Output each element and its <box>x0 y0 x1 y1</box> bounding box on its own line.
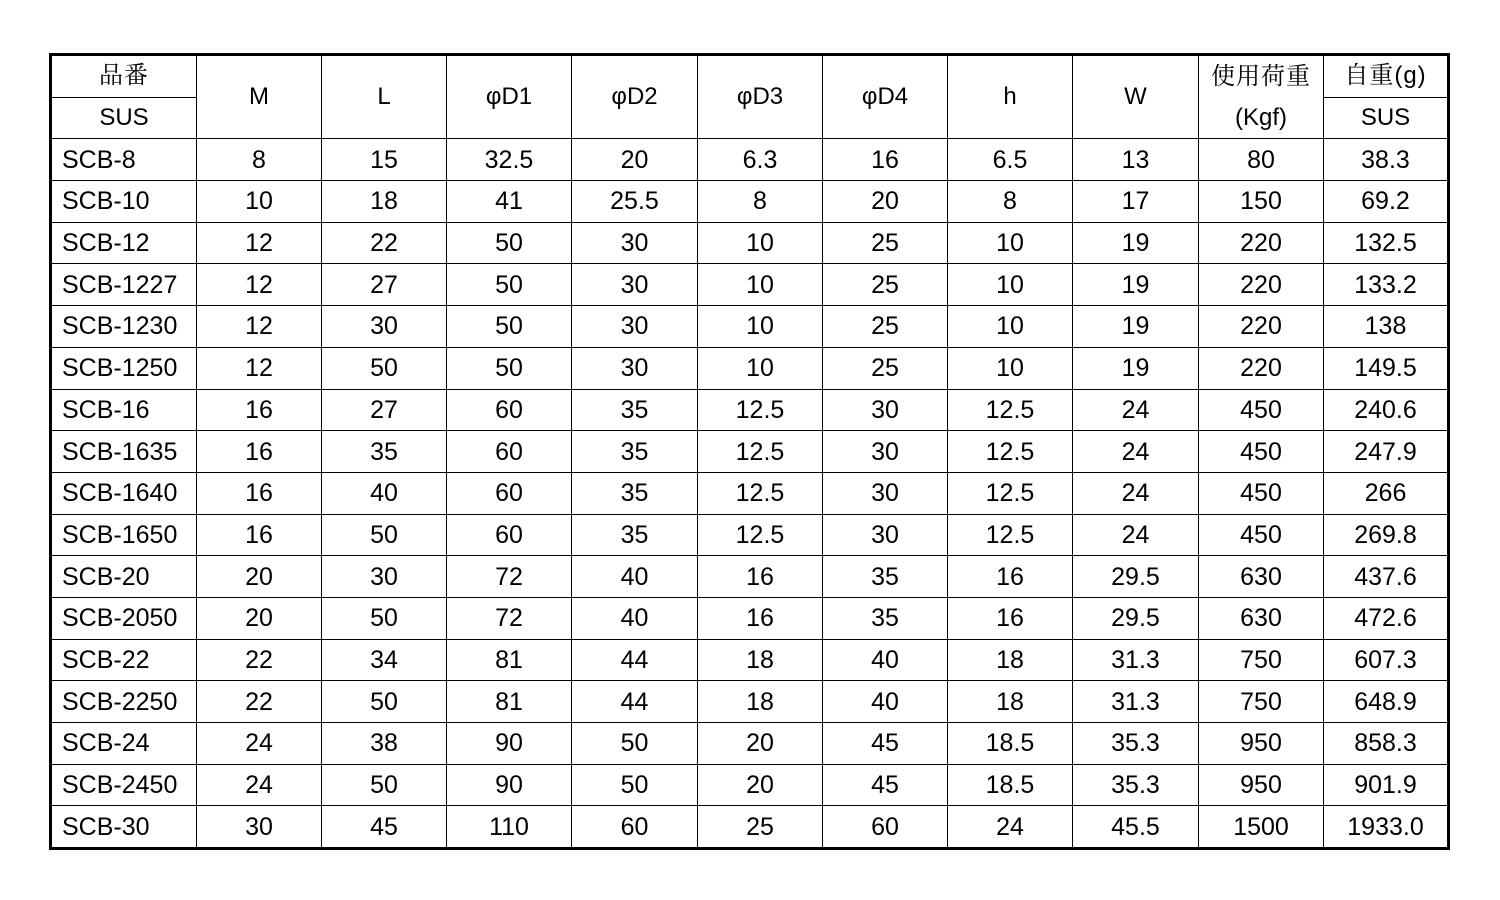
cell-m: 12 <box>197 264 322 306</box>
cell-self-weight: 648.9 <box>1324 681 1449 723</box>
cell-d3: 16 <box>698 556 823 598</box>
table-row <box>51 347 1449 389</box>
cell-l: 35 <box>322 431 447 473</box>
cell-working-load: 630 <box>1199 556 1324 598</box>
cell-d3: 10 <box>698 222 823 264</box>
cell-d4: 30 <box>823 514 948 556</box>
cell-d3: 20 <box>698 764 823 806</box>
cell-d1: 81 <box>447 639 572 681</box>
cell-l: 45 <box>322 806 447 849</box>
cell-w: 19 <box>1073 306 1199 348</box>
cell-d1: 90 <box>447 723 572 765</box>
cell-working-load: 150 <box>1199 181 1324 223</box>
cell-h: 18 <box>948 681 1073 723</box>
cell-d2: 40 <box>572 597 698 639</box>
cell-d1: 60 <box>447 514 572 556</box>
cell-m: 12 <box>197 347 322 389</box>
cell-d3: 8 <box>698 181 823 223</box>
cell-working-load: 450 <box>1199 472 1324 514</box>
cell-h: 6.5 <box>948 139 1073 181</box>
cell-d2: 30 <box>572 222 698 264</box>
cell-w: 24 <box>1073 472 1199 514</box>
cell-w: 31.3 <box>1073 681 1199 723</box>
cell-d2: 44 <box>572 681 698 723</box>
cell-product-code: SCB-24 <box>51 723 197 765</box>
cell-m: 16 <box>197 514 322 556</box>
cell-h: 16 <box>948 556 1073 598</box>
cell-self-weight: 69.2 <box>1324 181 1449 223</box>
cell-h: 18.5 <box>948 723 1073 765</box>
cell-d3: 10 <box>698 306 823 348</box>
cell-product-code: SCB-2050 <box>51 597 197 639</box>
cell-product-code: SCB-1227 <box>51 264 197 306</box>
table-row <box>51 806 1449 849</box>
cell-m: 20 <box>197 556 322 598</box>
cell-working-load: 750 <box>1199 639 1324 681</box>
cell-l: 50 <box>322 347 447 389</box>
cell-d4: 30 <box>823 431 948 473</box>
header-self-weight-material: SUS <box>1324 97 1449 139</box>
cell-d1: 50 <box>447 347 572 389</box>
cell-d3: 10 <box>698 347 823 389</box>
cell-product-code: SCB-1250 <box>51 347 197 389</box>
cell-self-weight: 138 <box>1324 306 1449 348</box>
table-row <box>51 764 1449 806</box>
cell-w: 24 <box>1073 514 1199 556</box>
cell-d3: 16 <box>698 597 823 639</box>
header-col-d2: φD2 <box>572 55 698 139</box>
cell-self-weight: 133.2 <box>1324 264 1449 306</box>
cell-m: 12 <box>197 306 322 348</box>
cell-w: 29.5 <box>1073 597 1199 639</box>
cell-l: 15 <box>322 139 447 181</box>
cell-d2: 40 <box>572 556 698 598</box>
header-col-d4: φD4 <box>823 55 948 139</box>
table-row <box>51 556 1449 598</box>
header-col-w: W <box>1073 55 1199 139</box>
cell-product-code: SCB-1635 <box>51 431 197 473</box>
cell-d2: 30 <box>572 264 698 306</box>
cell-l: 50 <box>322 514 447 556</box>
cell-working-load: 750 <box>1199 681 1324 723</box>
table-row <box>51 264 1449 306</box>
spec-table <box>49 53 1450 850</box>
cell-d3: 12.5 <box>698 514 823 556</box>
cell-w: 31.3 <box>1073 639 1199 681</box>
cell-working-load: 450 <box>1199 514 1324 556</box>
table-header <box>51 55 1449 139</box>
cell-d4: 40 <box>823 639 948 681</box>
cell-working-load: 220 <box>1199 264 1324 306</box>
table-row <box>51 389 1449 431</box>
cell-w: 13 <box>1073 139 1199 181</box>
cell-d1: 90 <box>447 764 572 806</box>
cell-product-code: SCB-22 <box>51 639 197 681</box>
table-row <box>51 431 1449 473</box>
cell-d4: 20 <box>823 181 948 223</box>
cell-l: 27 <box>322 264 447 306</box>
cell-d2: 30 <box>572 347 698 389</box>
cell-d1: 50 <box>447 222 572 264</box>
cell-working-load: 630 <box>1199 597 1324 639</box>
cell-m: 16 <box>197 431 322 473</box>
cell-m: 24 <box>197 723 322 765</box>
cell-m: 22 <box>197 681 322 723</box>
cell-d3: 6.3 <box>698 139 823 181</box>
cell-d1: 81 <box>447 681 572 723</box>
table-row <box>51 639 1449 681</box>
cell-h: 18 <box>948 639 1073 681</box>
cell-d1: 50 <box>447 264 572 306</box>
header-working-load: 使用荷重 <box>1199 55 1324 98</box>
cell-self-weight: 472.6 <box>1324 597 1449 639</box>
table-row <box>51 306 1449 348</box>
header-row-1 <box>51 55 1449 98</box>
cell-working-load: 220 <box>1199 347 1324 389</box>
cell-d4: 25 <box>823 347 948 389</box>
cell-d4: 30 <box>823 389 948 431</box>
cell-self-weight: 247.9 <box>1324 431 1449 473</box>
header-col-l: L <box>322 55 447 139</box>
cell-l: 22 <box>322 222 447 264</box>
header-product-code: 品番 <box>51 55 197 98</box>
cell-h: 10 <box>948 306 1073 348</box>
cell-h: 24 <box>948 806 1073 849</box>
header-material: SUS <box>51 97 197 139</box>
cell-working-load: 1500 <box>1199 806 1324 849</box>
cell-l: 50 <box>322 764 447 806</box>
cell-d3: 12.5 <box>698 389 823 431</box>
cell-m: 8 <box>197 139 322 181</box>
cell-d2: 50 <box>572 723 698 765</box>
cell-h: 12.5 <box>948 514 1073 556</box>
cell-l: 40 <box>322 472 447 514</box>
cell-h: 18.5 <box>948 764 1073 806</box>
cell-working-load: 950 <box>1199 723 1324 765</box>
cell-working-load: 450 <box>1199 431 1324 473</box>
cell-d2: 35 <box>572 431 698 473</box>
cell-d4: 25 <box>823 222 948 264</box>
cell-w: 24 <box>1073 389 1199 431</box>
cell-d2: 35 <box>572 389 698 431</box>
cell-d1: 50 <box>447 306 572 348</box>
cell-m: 20 <box>197 597 322 639</box>
cell-h: 16 <box>948 597 1073 639</box>
header-col-m: M <box>197 55 322 139</box>
cell-product-code: SCB-10 <box>51 181 197 223</box>
cell-self-weight: 266 <box>1324 472 1449 514</box>
cell-d2: 50 <box>572 764 698 806</box>
cell-working-load: 80 <box>1199 139 1324 181</box>
cell-d2: 60 <box>572 806 698 849</box>
cell-h: 10 <box>948 264 1073 306</box>
cell-w: 19 <box>1073 347 1199 389</box>
cell-d1: 41 <box>447 181 572 223</box>
cell-w: 24 <box>1073 431 1199 473</box>
cell-d1: 72 <box>447 556 572 598</box>
cell-w: 45.5 <box>1073 806 1199 849</box>
cell-self-weight: 437.6 <box>1324 556 1449 598</box>
cell-d1: 32.5 <box>447 139 572 181</box>
cell-product-code: SCB-8 <box>51 139 197 181</box>
cell-h: 10 <box>948 222 1073 264</box>
table-row <box>51 514 1449 556</box>
cell-d4: 30 <box>823 472 948 514</box>
cell-d2: 44 <box>572 639 698 681</box>
cell-l: 38 <box>322 723 447 765</box>
header-col-d1: φD1 <box>447 55 572 139</box>
cell-m: 24 <box>197 764 322 806</box>
cell-d4: 45 <box>823 723 948 765</box>
cell-l: 50 <box>322 681 447 723</box>
table-row <box>51 681 1449 723</box>
cell-d3: 12.5 <box>698 472 823 514</box>
table-row <box>51 139 1449 181</box>
cell-product-code: SCB-2450 <box>51 764 197 806</box>
cell-self-weight: 240.6 <box>1324 389 1449 431</box>
cell-d4: 60 <box>823 806 948 849</box>
cell-self-weight: 858.3 <box>1324 723 1449 765</box>
cell-product-code: SCB-16 <box>51 389 197 431</box>
cell-d3: 25 <box>698 806 823 849</box>
cell-working-load: 950 <box>1199 764 1324 806</box>
cell-working-load: 220 <box>1199 222 1324 264</box>
cell-d2: 35 <box>572 514 698 556</box>
cell-d3: 20 <box>698 723 823 765</box>
table-row <box>51 222 1449 264</box>
cell-d1: 72 <box>447 597 572 639</box>
cell-d1: 60 <box>447 389 572 431</box>
cell-d4: 45 <box>823 764 948 806</box>
cell-d2: 20 <box>572 139 698 181</box>
cell-d3: 18 <box>698 639 823 681</box>
cell-product-code: SCB-1230 <box>51 306 197 348</box>
table-row <box>51 723 1449 765</box>
header-working-load-unit: (Kgf) <box>1199 97 1324 139</box>
table-row <box>51 181 1449 223</box>
cell-product-code: SCB-12 <box>51 222 197 264</box>
cell-l: 30 <box>322 556 447 598</box>
cell-working-load: 220 <box>1199 306 1324 348</box>
cell-l: 18 <box>322 181 447 223</box>
cell-l: 50 <box>322 597 447 639</box>
table-row <box>51 472 1449 514</box>
cell-self-weight: 38.3 <box>1324 139 1449 181</box>
header-col-d3: φD3 <box>698 55 823 139</box>
cell-m: 16 <box>197 472 322 514</box>
cell-d4: 25 <box>823 306 948 348</box>
cell-product-code: SCB-20 <box>51 556 197 598</box>
cell-l: 30 <box>322 306 447 348</box>
header-col-h: h <box>948 55 1073 139</box>
cell-d3: 18 <box>698 681 823 723</box>
cell-m: 22 <box>197 639 322 681</box>
cell-d1: 60 <box>447 472 572 514</box>
cell-d4: 35 <box>823 556 948 598</box>
cell-h: 8 <box>948 181 1073 223</box>
table-body <box>51 139 1449 849</box>
cell-w: 35.3 <box>1073 764 1199 806</box>
cell-w: 17 <box>1073 181 1199 223</box>
cell-d1: 110 <box>447 806 572 849</box>
cell-w: 29.5 <box>1073 556 1199 598</box>
cell-product-code: SCB-2250 <box>51 681 197 723</box>
cell-h: 12.5 <box>948 472 1073 514</box>
cell-h: 10 <box>948 347 1073 389</box>
cell-w: 19 <box>1073 222 1199 264</box>
cell-d2: 30 <box>572 306 698 348</box>
cell-self-weight: 269.8 <box>1324 514 1449 556</box>
cell-self-weight: 901.9 <box>1324 764 1449 806</box>
cell-m: 12 <box>197 222 322 264</box>
cell-d4: 35 <box>823 597 948 639</box>
cell-product-code: SCB-30 <box>51 806 197 849</box>
cell-d4: 40 <box>823 681 948 723</box>
cell-d2: 25.5 <box>572 181 698 223</box>
cell-h: 12.5 <box>948 431 1073 473</box>
cell-w: 19 <box>1073 264 1199 306</box>
cell-d4: 25 <box>823 264 948 306</box>
cell-l: 34 <box>322 639 447 681</box>
cell-self-weight: 132.5 <box>1324 222 1449 264</box>
cell-d3: 10 <box>698 264 823 306</box>
cell-self-weight: 1933.0 <box>1324 806 1449 849</box>
cell-working-load: 450 <box>1199 389 1324 431</box>
table-row <box>51 597 1449 639</box>
cell-l: 27 <box>322 389 447 431</box>
cell-d2: 35 <box>572 472 698 514</box>
header-self-weight: 自重(g) <box>1324 55 1449 98</box>
cell-product-code: SCB-1650 <box>51 514 197 556</box>
cell-m: 10 <box>197 181 322 223</box>
cell-d3: 12.5 <box>698 431 823 473</box>
cell-d1: 60 <box>447 431 572 473</box>
cell-w: 35.3 <box>1073 723 1199 765</box>
cell-m: 16 <box>197 389 322 431</box>
cell-self-weight: 149.5 <box>1324 347 1449 389</box>
cell-h: 12.5 <box>948 389 1073 431</box>
cell-d4: 16 <box>823 139 948 181</box>
cell-product-code: SCB-1640 <box>51 472 197 514</box>
cell-m: 30 <box>197 806 322 849</box>
cell-self-weight: 607.3 <box>1324 639 1449 681</box>
